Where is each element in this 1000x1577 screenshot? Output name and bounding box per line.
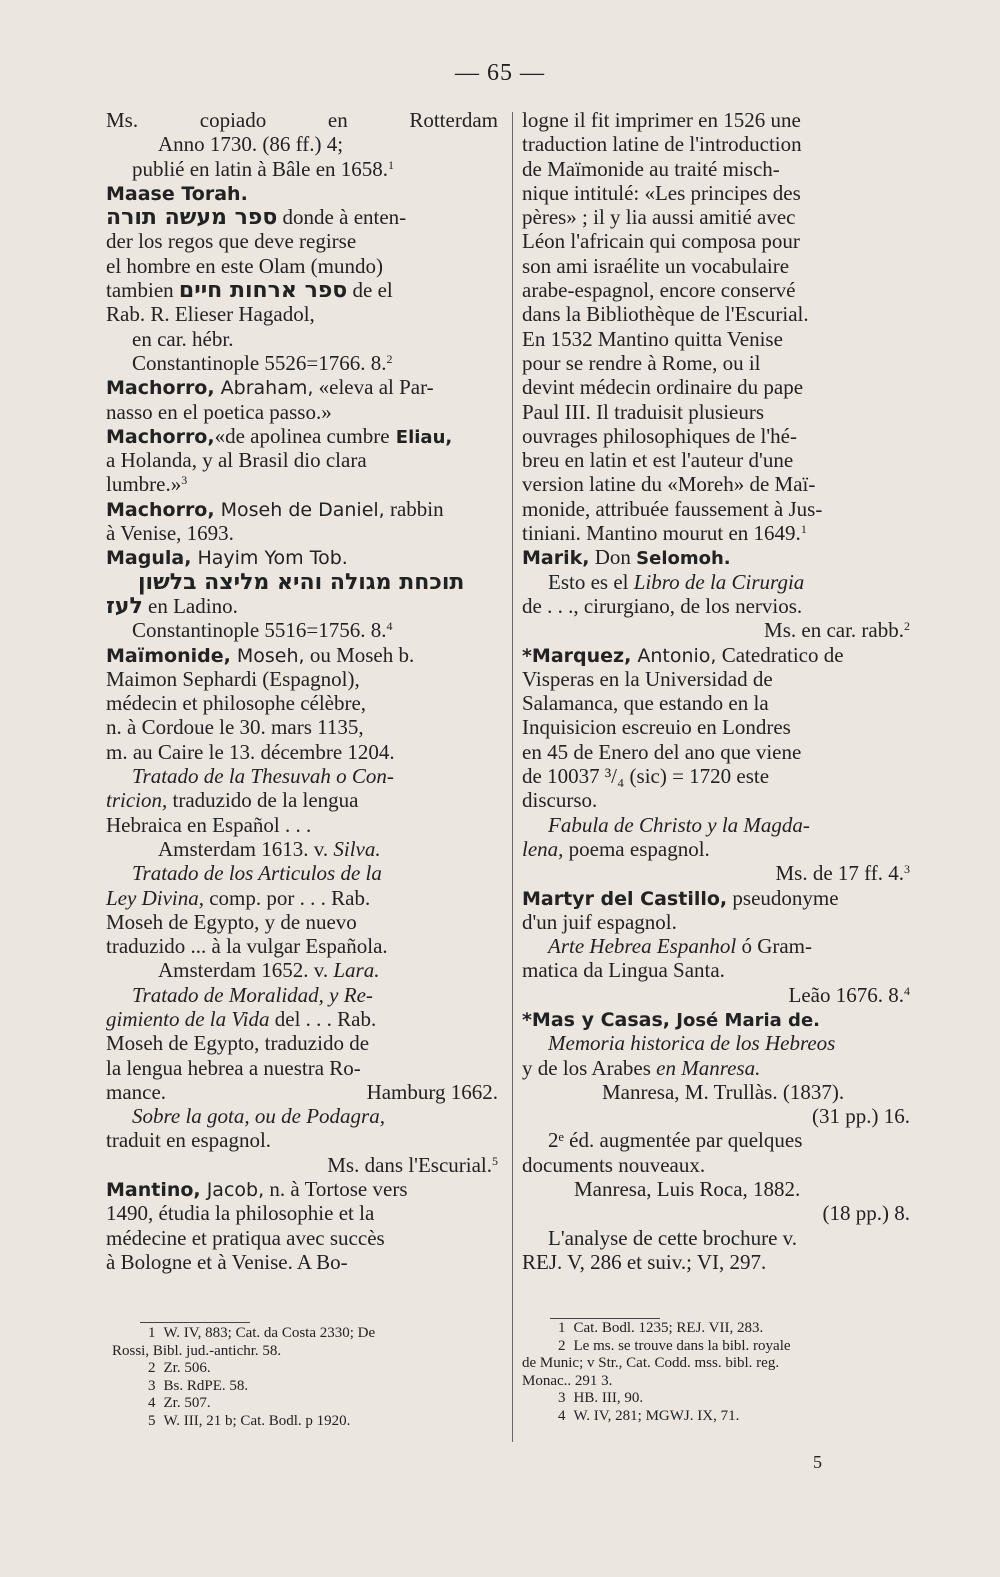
text-line (522, 570, 910, 594)
line-text: poema espagnol. (563, 836, 710, 861)
hebrew-title: לעז (106, 593, 143, 619)
column-divider (512, 112, 513, 1442)
text-line (106, 691, 498, 715)
entry-name: José Maria de. (670, 1009, 820, 1031)
text-line (522, 886, 910, 910)
footnote (112, 1413, 497, 1431)
line-text: (31 pp.) 16. (812, 1104, 910, 1129)
entry-heading: Maïmonide, (106, 644, 231, 667)
text-line (106, 1056, 498, 1080)
text-line (522, 1201, 910, 1225)
text-line (522, 691, 910, 715)
footnote-number: 5 (148, 1412, 156, 1429)
line-text: pseudonyme (727, 885, 839, 910)
footnote-number: 1 (558, 1320, 566, 1336)
text-line (522, 958, 910, 982)
text-line (522, 424, 910, 448)
text-line (106, 715, 498, 739)
text-line (522, 1250, 910, 1274)
line-text: Anno 1730. (86 ff.) 4; (158, 132, 344, 157)
line-text: Hebraica en Español . . . (106, 812, 312, 837)
line-text: «de apolinea cumbre (214, 423, 390, 448)
line-text: Manresa, M. Trullàs. (1837). (602, 1079, 845, 1104)
footnote-text: Monac.. 291 3. (522, 1372, 613, 1389)
line-text: dans la Bibliothèque de l'Escurial. (522, 302, 809, 327)
text-line (106, 472, 498, 496)
line-word: en (327, 108, 348, 132)
text-line (522, 813, 910, 837)
line-text: logne il fit imprimer en 1526 une (522, 108, 801, 132)
text-line (106, 570, 498, 594)
line-text: Esto es el (548, 569, 634, 594)
text-line (522, 643, 910, 667)
entry-name: Abraham, (214, 377, 314, 400)
book-title: Fabula de Christo y la Magda- (548, 812, 810, 837)
text-line (106, 643, 498, 667)
text-line (106, 545, 498, 569)
line-text: Léon l'africain qui composa pour (522, 229, 800, 254)
line-text: Inquisicion escreuio en Londres (522, 715, 791, 740)
footnote (522, 1320, 912, 1338)
text-line (522, 740, 910, 764)
footnote-rule-right (550, 1318, 660, 1319)
line-text: de . . ., cirurgiano, de los nervios. (522, 593, 803, 618)
right-column (522, 108, 910, 1274)
line-text: nasso en el poetica passo.» (106, 399, 332, 424)
line-text: 1490, étudia la philosophie et la (106, 1201, 375, 1226)
right-footnotes (522, 1320, 912, 1426)
line-text: 2ᵉ éd. augmentée par quelques (548, 1128, 803, 1153)
footnote-ref: 5 (492, 1153, 498, 1168)
footnote-text: HB. III, 90. (573, 1390, 644, 1407)
line-text: Rab. R. Elieser Hagadol, (106, 302, 315, 327)
book-title: Memoria historica de los Hebreos (548, 1031, 836, 1056)
line-text: d'un juif espagnol. (522, 909, 677, 934)
line-text: tambien (106, 278, 179, 303)
text-line (522, 1177, 910, 1201)
text-line (522, 1153, 910, 1177)
line-text: médecine et pratiqua avec succès (106, 1225, 385, 1250)
text-line (106, 1226, 498, 1250)
text-line (522, 351, 910, 375)
footnote (522, 1338, 912, 1356)
entry-name: Eliau, (389, 426, 453, 448)
line-text: Ms. dans l'Escurial. (327, 1152, 492, 1177)
footnote-number: 2 (558, 1337, 566, 1354)
text-line (106, 448, 498, 472)
text-line (522, 375, 910, 399)
text-line (106, 278, 498, 302)
line-text: Constantinople 5516=1756. 8. (132, 618, 387, 643)
line-text: publié en latin à Bâle en 1658. (132, 156, 389, 181)
line-text: monide, attribuée faussement à Jus- (522, 496, 823, 521)
cross-reference: Lara. (333, 958, 380, 983)
left-column (106, 108, 498, 1274)
line-text: pour se rendre à Rome, ou il (522, 350, 761, 375)
footnote (522, 1373, 912, 1391)
text-line (522, 788, 910, 812)
hebrew-title: ספר מעשה תורה (106, 205, 278, 231)
entry-heading: Machorro, (106, 425, 215, 448)
footnote (112, 1343, 497, 1361)
line-text: comp. por . . . Rab. (203, 885, 371, 910)
line-text: der los regos que deve regirse (106, 229, 357, 254)
signature-mark: 5 (813, 1452, 822, 1472)
line-text: Catedratico de (716, 642, 844, 667)
line-word: Hamburg 1662. (366, 1079, 498, 1104)
footnote-text: de Munic; v Str., Cat. Codd. mss. bibl. reg. (522, 1355, 780, 1372)
text-line (522, 837, 910, 861)
line-text: y de los Arabes (522, 1055, 657, 1080)
line-text: matica da Lingua Santa. (522, 958, 725, 983)
footnote (522, 1408, 912, 1426)
text-line (106, 1007, 498, 1031)
line-text: L'analyse de cette brochure v. (548, 1225, 798, 1250)
footnote (522, 1390, 912, 1408)
footnote-ref: 2 (904, 619, 910, 634)
entry-name: Hayim Yom Tob. (191, 547, 348, 570)
line-text: pères» ; il y lia aussi amitié avec (522, 205, 796, 230)
line-text: ouvrages philosophiques de l'hé- (522, 423, 797, 448)
book-title: tricion, (106, 788, 168, 813)
book-title: Tratado de Moralidad, y Re- (132, 982, 373, 1007)
book-title: Tratado de la Thesuvah o Con- (132, 764, 394, 789)
text-line (106, 254, 498, 278)
line-text: en Ladino. (142, 593, 238, 618)
line-text: à Bologne et à Venise. A Bo- (106, 1249, 348, 1274)
cross-reference: Silva. (333, 836, 381, 861)
entry-heading: Maase Torah. (106, 182, 248, 205)
text-line (106, 837, 498, 861)
footnote (112, 1360, 497, 1378)
text-line (106, 740, 498, 764)
text-line (106, 181, 498, 205)
text-line (522, 497, 910, 521)
line-text: Ms. en car. rabb. (764, 618, 904, 643)
line-text: m. au Caire le 13. décembre 1204. (106, 739, 395, 764)
text-line (522, 764, 910, 788)
text-line (106, 861, 498, 885)
text-line (106, 424, 498, 448)
line-text: lumbre.» (106, 472, 182, 497)
footnote-number: 1 (148, 1325, 156, 1341)
footnote-text: W. IV, 281; MGWJ. IX, 71. (573, 1407, 740, 1424)
footnote-text: Le ms. se trouve dans la bibl. royale (573, 1337, 791, 1354)
line-text: version latine du «Moreh» de Maï- (522, 472, 816, 497)
line-text: ou Moseh b. (304, 642, 415, 667)
entry-heading: Magula, (106, 547, 192, 570)
text-line (522, 448, 910, 472)
text-line (522, 934, 910, 958)
text-line (106, 497, 498, 521)
left-footnotes (112, 1325, 497, 1431)
text-line (106, 934, 498, 958)
line-text: Moseh de Egypto, traduzido de (106, 1031, 370, 1056)
line-text: Amsterdam 1613. v. (158, 836, 334, 861)
footnote-number: 2 (148, 1360, 156, 1377)
footnote-ref: 1 (388, 157, 395, 172)
text-line (522, 205, 910, 229)
text-line (522, 278, 910, 302)
text-line (106, 1177, 498, 1201)
footnote-ref: 4 (904, 983, 910, 998)
footnote (522, 1355, 912, 1373)
text-line (522, 1080, 910, 1104)
line-word: Ms. (106, 108, 139, 132)
text-line (522, 1031, 910, 1055)
line-text: de el (347, 278, 393, 303)
line-text: Don (589, 545, 637, 570)
footnote-text: Zr. 507. (163, 1395, 211, 1412)
line-text: n. à Tortose vers (264, 1177, 408, 1202)
text-line (522, 545, 910, 569)
line-text: Amsterdam 1652. v. (158, 958, 334, 983)
line-text: del . . . Rab. (269, 1006, 377, 1031)
text-line (106, 667, 498, 691)
line-text: traduzido de la lengua (167, 788, 359, 813)
line-text: REJ. V, 286 et suiv.; VI, 297. (522, 1249, 767, 1274)
line-text: traduit en espagnol. (106, 1128, 272, 1153)
footnote-number: 4 (558, 1407, 566, 1424)
text-line (106, 205, 498, 229)
text-line (522, 715, 910, 739)
line-word: Rotterdam (409, 108, 498, 132)
line-text: traduction latine de l'introduction (522, 132, 802, 157)
entry-name: Antonio, (631, 644, 717, 667)
text-line (522, 594, 910, 618)
text-line (522, 618, 910, 642)
text-line (522, 861, 910, 885)
book-title: en Manresa. (656, 1055, 761, 1080)
text-line (106, 788, 498, 812)
text-line (522, 910, 910, 934)
line-text: Constantinople 5526=1766. 8. (132, 350, 387, 375)
footnote (112, 1395, 497, 1413)
footnote (112, 1378, 497, 1396)
line-text: discurso. (522, 788, 598, 813)
text-line (522, 181, 910, 205)
text-line (106, 886, 498, 910)
text-line (106, 229, 498, 253)
text-line (106, 813, 498, 837)
entry-name: Jacob, (200, 1179, 265, 1202)
text-line (106, 983, 498, 1007)
line-text: En 1532 Mantino quitta Venise (522, 326, 783, 351)
book-title: gimiento de la Vida (106, 1006, 270, 1031)
line-text: Moseh de Egypto, y de nuevo (106, 909, 357, 934)
entry-heading: Marik, (522, 547, 590, 570)
line-text: documents nouveaux. (522, 1152, 706, 1177)
footnote-ref: 3 (904, 862, 910, 877)
text-line (522, 1056, 910, 1080)
line-text: Ms. de 17 ff. 4. (775, 861, 904, 886)
text-line (522, 1007, 910, 1031)
line-text: la lengua hebrea a nuestra Ro- (106, 1055, 361, 1080)
text-line (106, 618, 498, 642)
text-line (106, 1104, 498, 1128)
line-text: el hombre en este Olam (mundo) (106, 253, 383, 278)
line-text: en 45 de Enero del ano que viene (522, 739, 802, 764)
line-text: donde à enten- (277, 205, 407, 230)
line-text: à Venise, 1693. (106, 521, 234, 546)
text-line (106, 910, 498, 934)
line-text: (18 pp.) 8. (822, 1201, 910, 1226)
text-line (106, 594, 498, 618)
text-line (106, 521, 498, 545)
book-title: lena, (522, 836, 564, 861)
footnote-text: W. III, 21 b; Cat. Bodl. p 1920. (163, 1412, 351, 1429)
footnote-text: Zr. 506. (163, 1360, 211, 1377)
hebrew-title: תוכחת מגולה והיא מליצה בלשון (138, 569, 465, 595)
text-line (106, 1080, 498, 1104)
book-title: Ley Divina, (106, 885, 204, 910)
text-line (106, 1128, 498, 1152)
text-line (106, 327, 498, 351)
entry-heading: Machorro, (106, 498, 215, 521)
line-text: traduzido ... à la vulgar Española. (106, 934, 388, 959)
text-line (106, 1031, 498, 1055)
line-text: de Maïmonide au traité misch- (522, 156, 780, 181)
footnote (112, 1325, 497, 1343)
footnote-rule-left (140, 1322, 250, 1323)
entry-name: Selomoh. (636, 548, 731, 570)
text-line (522, 400, 910, 424)
book-title: Tratado de los Articulos de la (132, 861, 382, 886)
book-title: Arte Hebrea Espanhol (548, 934, 737, 959)
footnote-number: 3 (148, 1377, 156, 1394)
line-text: ó Gram- (736, 934, 813, 959)
entry-heading: *Marquez, (522, 644, 632, 667)
entry-heading: Machorro, (106, 377, 215, 400)
entry-name: Moseh, (230, 644, 305, 667)
text-line (522, 667, 910, 691)
line-text: rabbin (384, 496, 444, 521)
entry-heading: *Mas y Casas, (522, 1008, 671, 1031)
line-text: Leão 1676. 8. (788, 982, 904, 1007)
footnote-text: Bs. RdPE. 58. (163, 1377, 249, 1394)
text-line (522, 108, 910, 132)
line-word: copiado (199, 108, 267, 132)
line-text: Maimon Sephardi (Espagnol), (106, 666, 360, 691)
text-line (106, 958, 498, 982)
footnote-ref: 2 (386, 351, 393, 366)
footnote-text: Cat. Bodl. 1235; REJ. VII, 283. (573, 1320, 764, 1336)
line-word: mance. (106, 1079, 167, 1104)
text-line (522, 1226, 910, 1250)
entry-heading: Martyr del Castillo, (522, 887, 728, 910)
footnote-ref: 1 (800, 522, 807, 537)
text-line (522, 1128, 910, 1152)
line-text: de 10037 ³/₄ (sic) = 1720 este (522, 764, 770, 789)
text-line (522, 1104, 910, 1128)
text-line (522, 132, 910, 156)
text-line (522, 521, 910, 545)
text-line (522, 983, 910, 1007)
footnote-number: 4 (148, 1395, 156, 1412)
text-line (522, 302, 910, 326)
book-title: Libro de la Cirurgia (633, 569, 805, 594)
line-text: Paul III. Il traduisit plusieurs (522, 399, 765, 424)
text-line (106, 157, 498, 181)
line-text: devint médecin ordinaire du pape (522, 375, 804, 400)
text-line (522, 327, 910, 351)
line-text: n. à Cordoue le 30. mars 1135, (106, 715, 364, 740)
entry-heading: Mantino, (106, 1179, 201, 1202)
line-text: médecin et philosophe célèbre, (106, 691, 367, 716)
text-line (522, 254, 910, 278)
line-text: tiniani. Mantino mourut en 1649. (522, 521, 801, 546)
text-line (106, 108, 498, 132)
line-text: Salamanca, que estando en la (522, 691, 769, 716)
line-text: Visperas en la Universidad de (522, 666, 773, 691)
page-number: — 65 — (455, 60, 545, 86)
footnote-number: 3 (558, 1390, 566, 1407)
hebrew-title: ספר ארחות חיים (178, 278, 348, 304)
line-text: breu en latin et est l'auteur d'une (522, 448, 794, 473)
text-line (106, 764, 498, 788)
text-line (106, 375, 498, 399)
line-text: Manresa, Luis Roca, 1882. (574, 1177, 801, 1202)
footnote-text: Rossi, Bibl. jud.-antichr. 58. (112, 1342, 282, 1359)
text-line (106, 351, 498, 375)
text-line (522, 157, 910, 181)
line-text: son ami israélite un vocabulaire (522, 253, 790, 278)
text-line (106, 302, 498, 326)
footnote-ref: 4 (386, 619, 393, 634)
line-text: a Holanda, y al Brasil dio clara (106, 448, 367, 473)
entry-name: Moseh de Daniel, (214, 498, 385, 521)
text-line (522, 472, 910, 496)
text-line (522, 229, 910, 253)
line-text: «eleva al Par- (313, 375, 434, 400)
line-text: nique intitulé: «Les principes des (522, 180, 801, 205)
text-line (106, 1250, 498, 1274)
text-line (106, 400, 498, 424)
footnote-ref: 3 (181, 473, 188, 488)
line-text: en car. hébr. (132, 326, 234, 351)
line-text: arabe-espagnol, encore conservé (522, 278, 796, 303)
footnote-text: W. IV, 883; Cat. da Costa 2330; De (163, 1325, 376, 1341)
text-line (106, 1153, 498, 1177)
text-line (106, 1201, 498, 1225)
text-line (106, 132, 498, 156)
book-title: Sobre la gota, ou de Podagra, (132, 1104, 385, 1129)
